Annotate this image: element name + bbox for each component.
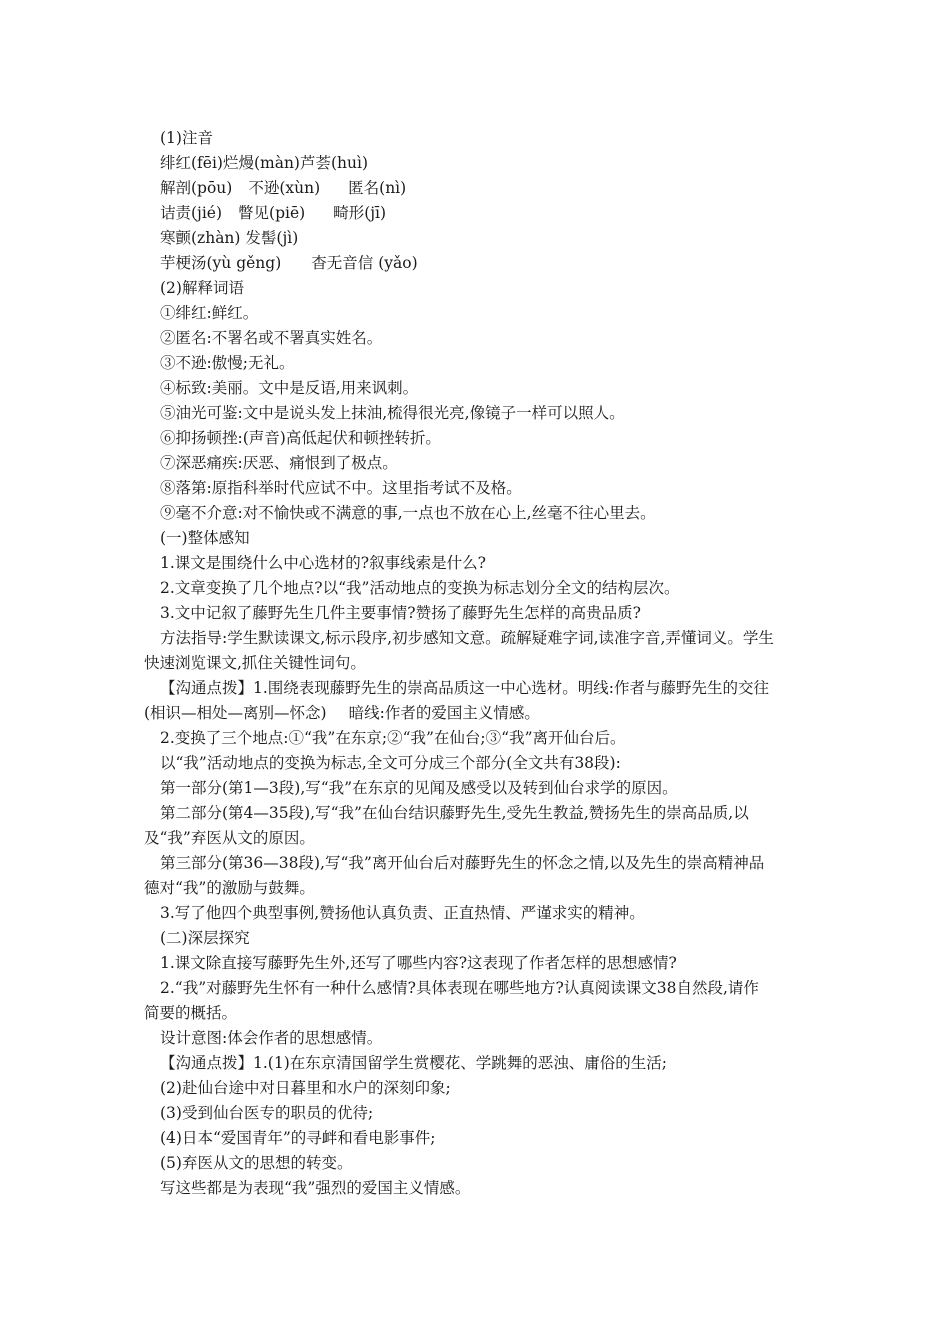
text-line: 方法指导:学生默读课文,标示段序,初步感知文意。疏解疑难字词,读准字音,弄懂词义。学生 <box>160 629 774 647</box>
text-line: 2.变换了三个地点:①“我”在东京;②“我”在仙台;③“我”离开仙台后。 <box>160 729 626 747</box>
text-line: 设计意图:体会作者的思想感情。 <box>160 1029 383 1047</box>
text-line: 【沟通点拨】1.围绕表现藤野先生的崇高品质这一中心选材。明线:作者与藤野先生的交往 <box>160 679 770 697</box>
text-segment: 畸形(jī) <box>333 204 387 222</box>
text-line: 第二部分(第4—35段),写“我”在仙台结识藤野先生,受先生教益,赞扬先生的崇高品质,以 <box>160 804 749 822</box>
text-line: ⑦深恶痛疾:厌恶、痛恨到了极点。 <box>160 454 398 472</box>
text-line: ⑥抑扬顿挫:(声音)高低起伏和顿挫转折。 <box>160 429 441 447</box>
text-line: 1.课文是围绕什么中心选材的?叙事线索是什么? <box>160 554 486 572</box>
text-line: 2.文章变换了几个地点?以“我”活动地点的变换为标志划分全文的结构层次。 <box>160 579 680 597</box>
text-line: ④标致:美丽。文中是反语,用来讽刺。 <box>160 379 419 397</box>
text-segment: 暗线:作者的爱国主义情感。 <box>348 704 540 722</box>
section-heading-pronunciation: (1)注音 <box>160 129 213 147</box>
text-segment: 匿名(nì) <box>348 179 407 197</box>
text-segment: 解剖(pōu) <box>160 179 233 197</box>
text-line: ①绯红:鲜红。 <box>160 304 259 322</box>
text-line: 寒颤(zhàn) 发髻(jì) <box>160 229 299 247</box>
section-heading-overview: (一)整体感知 <box>160 529 250 547</box>
text-segment: 芋梗汤(yù gěng) <box>160 254 282 272</box>
text-line: (3)受到仙台医专的职员的优待; <box>160 1104 374 1122</box>
text-line: ⑧落第:原指科举时代应试不中。这里指考试不及格。 <box>160 479 522 497</box>
section-heading-deep-exploration: (二)深层探究 <box>160 929 250 947</box>
text-line: 3.文中记叙了藤野先生几件主要事情?赞扬了藤野先生怎样的高贵品质? <box>160 604 641 622</box>
text-segment: 杳无音信 (yǎo) <box>311 254 418 272</box>
text-line <box>160 203 386 223</box>
text-line: (4)日本“爱国青年”的寻衅和看电影事件; <box>160 1129 436 1147</box>
text-line: ⑨毫不介意:对不愉快或不满意的事,一点也不放在心上,丝毫不往心里去。 <box>160 504 656 522</box>
text-line: 写这些都是为表现“我”强烈的爱国主义情感。 <box>160 1179 471 1197</box>
text-line: 简要的概括。 <box>144 1004 238 1022</box>
text-line: ③不逊:傲慢;无礼。 <box>160 354 295 372</box>
text-segment: (相识—相处—离别—怀念) <box>144 704 327 722</box>
text-line: 第一部分(第1—3段),写“我”在东京的见闻及感受以及转到仙台求学的原因。 <box>160 779 678 797</box>
text-line: (5)弃医从文的思想的转变。 <box>160 1154 353 1172</box>
text-line: ⑤油光可鉴:文中是说头发上抹油,梳得很光亮,像镜子一样可以照人。 <box>160 404 625 422</box>
text-line: 绯红(fēi)烂熳(màn)芦荟(huì) <box>160 154 368 172</box>
section-heading-vocabulary: (2)解释词语 <box>160 279 244 297</box>
text-line: 3.写了他四个典型事例,赞扬他认真负责、正直热情、严谨求实的精神。 <box>160 904 645 922</box>
text-line <box>144 703 540 723</box>
text-segment: 诘责(jié) <box>160 204 223 222</box>
text-line: 以“我”活动地点的变换为标志,全文可分成三个部分(全文共有38段): <box>160 754 621 772</box>
text-line: 【沟通点拨】1.(1)在东京清国留学生赏樱花、学跳舞的恶浊、庸俗的生活; <box>160 1054 667 1072</box>
text-line: 快速浏览课文,抓住关键性词句。 <box>144 654 366 672</box>
text-segment: 不逊(xùn) <box>248 179 321 197</box>
text-line <box>160 178 406 198</box>
text-line <box>160 253 418 273</box>
text-line: 及“我”弃医从文的原因。 <box>144 829 315 847</box>
text-line: ②匿名:不署名或不署真实姓名。 <box>160 329 383 347</box>
text-line: 第三部分(第36—38段),写“我”离开仙台后对藤野先生的怀念之情,以及先生的崇高精神品 <box>160 854 765 872</box>
text-line: (2)赴仙台途中对日暮里和水户的深刻印象; <box>160 1079 451 1097</box>
text-line: 德对“我”的激励与鼓舞。 <box>144 879 315 897</box>
text-line: 2.“我”对藤野先生怀有一种什么感情?具体表现在哪些地方?认真阅读课文38自然段,请作 <box>160 979 759 997</box>
text-line: 1.课文除直接写藤野先生外,还写了哪些内容?这表现了作者怎样的思想感情? <box>160 954 677 972</box>
text-segment: 瞥见(piē) <box>238 204 306 222</box>
